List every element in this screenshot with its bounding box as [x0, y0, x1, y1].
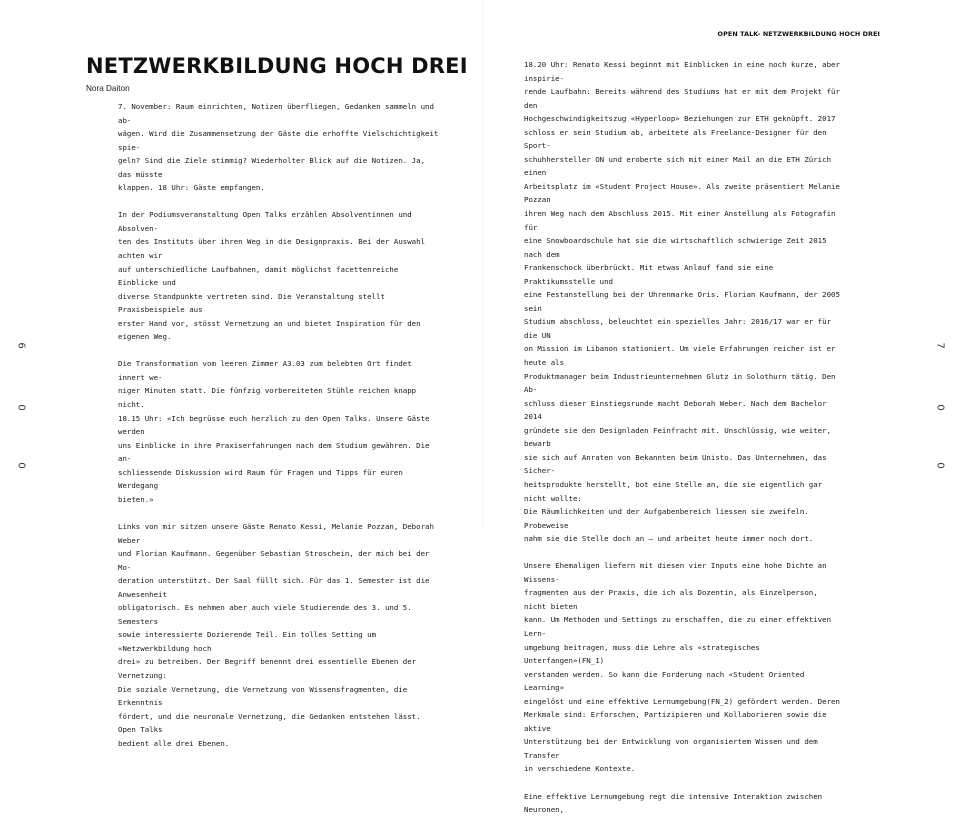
paragraph: Eine effektive Lernumgebung regt die intensive Interaktion zwischen Neuronen,	[524, 791, 823, 815]
right-page-number-digit: 0	[934, 462, 946, 469]
paragraph: 18.15 Uhr: «Ich begrüsse euch herzlich zu den Open Talks. Unsere Gäste werden uns Einblicke in ihre Praxiserfahrungen nach dem Studium gewähren. Die an- schliessende Diskussion wird Raum für Fragen und Tipps für euren Werdegang bieten.»	[118, 413, 430, 504]
left-page-number-digit: 6	[15, 342, 27, 349]
running-header: OPEN TALK- NETZWERKBILDUNG HOCH DREI	[717, 30, 880, 38]
paragraph: Die Transformation vom leeren Zimmer A3.03 zum belebten Ort findet innert we- niger Minuten statt. Die fünfzig vorbereiteten Stühle reichen knapp nicht.	[118, 359, 417, 410]
right-page-number-digit: 7	[934, 342, 946, 349]
paragraph: Links von mir sitzen unsere Gäste Renato Kessi, Melanie Pozzan, Deborah Weber und Florian Kaufmann. Gegenüber Sebastian Stroschein, der mich bei der Mo- deration unterstützt. Der Saal füllt sich. Für das 1. Semester ist die Anwesenheit obligatorisch. Es nehmen aber auch viele Studierende des 3. und 5. Semesters sowie interessierte Dozierende Teil. Ein tolles Setting um «Netzwerkbildung hoch drei» zu betreiben. Der Begriff benennt drei essentielle Ebenen der Vernetzung: Die soziale Vernetzung, die Vernetzung von Wissensfragmenten, die Erkenntnis fördert, und die neuronale Vernetzung, die Gedanken entstehen lässt. Open Talks bedient alle drei Ebenen.	[118, 521, 434, 748]
left-page-number-digit: 0	[15, 462, 27, 469]
paragraph: 18.20 Uhr: Renato Kessi beginnt mit Einblicken in eine noch kurze, aber inspirie- rende Laufbahn: Bereits während des Studiums hat er mit dem Projekt für den Hochgeschwindigkeitszug «Hyperloop» Beziehungen zur ETH geknüpft. 2017 schloss er sein Studium ab, arbeitete als Freelance-Designer für den Sport- schuhhersteller ON und eroberte sich mit einer Mail an die ETH Zürich einen Arbeitsplatz im «Student Project House». Als zweite präsentiert Melanie Pozzan ihren Weg nach dem Abschluss 2015. Mit einer Anstellung als Fotografin für eine Snowboardschule hat sie die wirtschaftlich schwierige Zeit 2015 nach dem Frankenschock überbrückt. Mit etwas Anlauf fand sie eine Praktikumsstelle und eine Festanstellung bei der Uhrenmarke Oris. Florian Kaufmann, der 2005 sein Studium abschloss, beleuchtet ein spezielles Jahr: 2016/17 war er für die UN on Mission im Libanon stationiert. Um viele Erfahrungen reicher ist er heute als Produktmanager beim Industrieunternehmen Glutz in Solothurn tätig. Den Ab- schluss dieser Einstiegsrunde macht Deborah Weber. Nach dem Bachelor 2014 gründete sie den Designladen Feinfracht mit. Unschlüssig, wie weiter, bewarb sie sich auf Anraten von Bekannten beim Unisto. Das Unternehmen, das Sicher- heitsprodukte herstellt, bot eine Stelle an, die sie eigentlich gar nicht wollte: Die Räumlichkeiten und der Aufgabenbereich liessen sie zweifeln. Probeweise nahm sie die Stelle doch an – und arbeitet heute immer noch dort.	[524, 60, 840, 544]
right-text-column	[524, 58, 842, 830]
left-page-number-digit: 0	[15, 404, 27, 411]
paragraph: Unsere Ehemaligen liefern mit diesen vier Inputs eine hohe Dichte an Wissens- fragmenten aus der Praxis, die ich als Dozentin, als Einzelperson, nicht bieten kann. Um Methoden und Settings zu erschaffen, die zu einer effektiven Lern- umgebung beitragen, muss die Lehre als «strategisches Unterfangen»(FN_1) verstanden werden. So kann die Forderung nach «Student Oriented Learning» eingelöst und eine effektive Lernumgebung(FN_2) gefördert werden. Deren Merkmale sind: Erforschen, Partizipieren und Kollaborieren sowie die aktive Unterstützung bei der Entwicklung von organisiertem Wissen und dem Transfer in verschiedene Kontexte.	[524, 561, 840, 774]
paragraph: In der Podiumsveranstaltung Open Talks erzählen Absolventinnen und Absolven- ten des Instituts über ihren Weg in die Designpraxis. Bei der Auswahl achten wir auf unterschiedliche Laufbahnen, damit möglichst facettenreiche Einblicke und diverse Standpunkte vertreten sind. Die Veranstaltung stellt Praxisbeispiele aus erster Hand vor, stösst Vernetzung an und bietet Inspiration für den eigenen Weg.	[118, 210, 426, 342]
article-title: NETZWERKBILDUNG HOCH DREI	[86, 54, 468, 78]
spread-gutter	[482, 0, 483, 530]
paragraph: 7. November: Raum einrichten, Notizen überfliegen, Gedanken sammeln und ab- wägen. Wird die Zusammensetzung der Gäste die erhoffte Vielschichtigkeit spie- geln? Sind die Ziele stimmig? Wiederholter Blick auf die Notizen. Ja, das müsste klappen. 18 Uhr: Gäste empfangen.	[118, 102, 439, 193]
right-page-number-digit: 0	[934, 404, 946, 411]
author-name: Nora Daiton	[86, 84, 130, 93]
left-text-column	[118, 100, 440, 764]
